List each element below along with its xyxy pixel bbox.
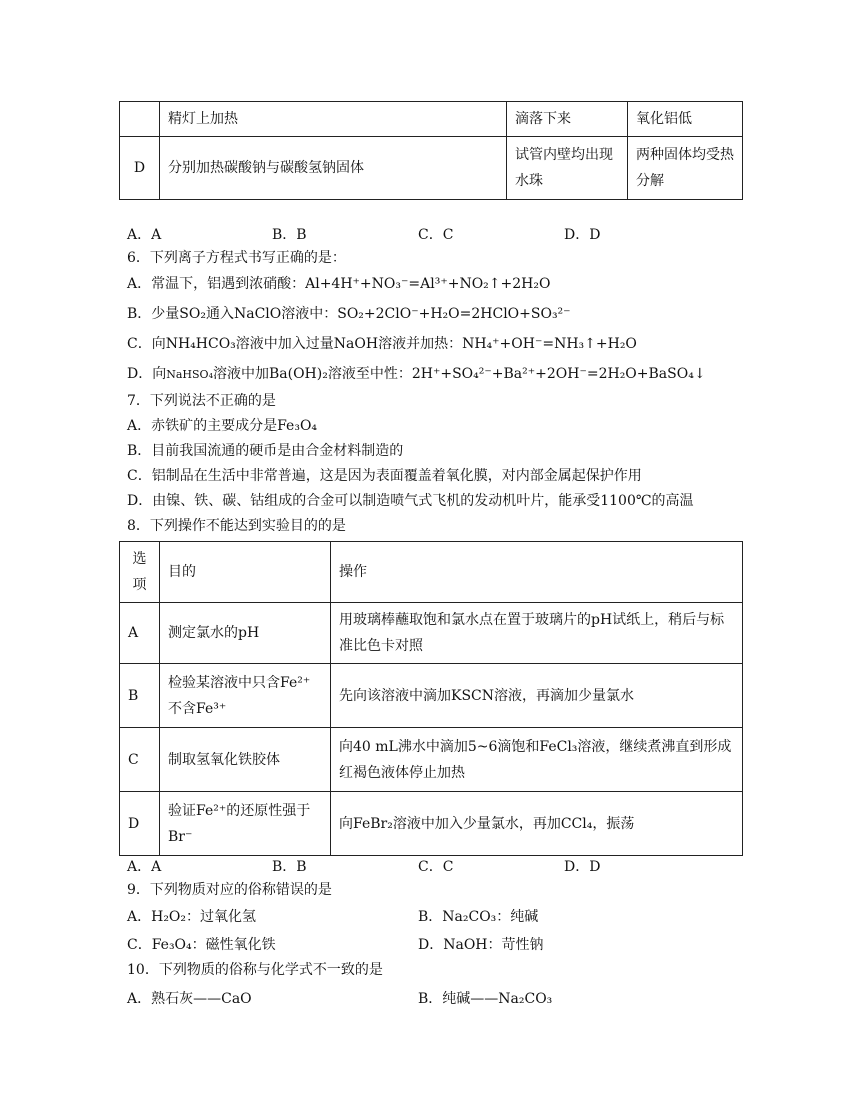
- q6-option-b: B．少量SO₂通入NaClO溶液中：SO₂+2ClO⁻+H₂O=2HClO+SO₃²⁻: [127, 306, 571, 322]
- q7-option-b: B．目前我国流通的硬币是由合金材料制造的: [127, 443, 404, 459]
- q7-option-a: A．赤铁矿的主要成分是Fe₃O₄: [127, 418, 318, 434]
- cell: 分别加热碳酸钠与碳酸氢钠固体: [160, 137, 507, 200]
- cell: 氧化铝低: [628, 102, 743, 137]
- q8-option-c: C．C: [418, 859, 454, 875]
- q6-stem: 6．下列离子方程式书写正确的是：: [127, 250, 346, 266]
- table-row: [120, 137, 743, 200]
- q6-d-formula: NaHSO₄: [166, 368, 213, 381]
- cell: 向40 mL沸水中滴加5~6滴饱和FeCl₃溶液，继续煮沸直到形成红褐色液体停止加热: [331, 728, 743, 792]
- q6-d-suffix: 溶液中加Ba(OH)₂溶液至中性：2H⁺+SO₄²⁻+Ba²⁺+2OH⁻=2H₂O+BaSO₄↓: [212, 366, 706, 382]
- q6-option-d: [127, 364, 706, 385]
- cell: 滴落下来: [507, 102, 628, 137]
- q8-option-b: B．B: [272, 859, 307, 875]
- q7-option-c: C．铝制品在生活中非常普遍，这是因为表面覆盖着氧化膜，对内部金属起保护作用: [127, 468, 642, 484]
- table-row: [120, 102, 743, 137]
- q10-stem: 10．下列物质的俗称与化学式不一致的是: [127, 962, 383, 978]
- cell: 用玻璃棒蘸取饱和氯水点在置于玻璃片的pH试纸上，稍后与标准比色卡对照: [331, 603, 743, 664]
- header-cell: 选项: [120, 542, 160, 603]
- table-q8: [119, 541, 743, 856]
- cell: 精灯上加热: [160, 102, 507, 137]
- q7-option-d: D．由镍、铁、碳、钴组成的合金可以制造喷气式飞机的发动机叶片，能承受1100℃的高温: [127, 493, 694, 509]
- q7-stem: 7．下列说法不正确的是: [127, 393, 276, 409]
- cell: 试管内壁均出现水珠: [507, 137, 628, 200]
- header-cell: 操作: [331, 542, 743, 603]
- table-row: [120, 603, 743, 664]
- q9-stem: 9．下列物质对应的俗称错误的是: [127, 882, 332, 898]
- q9-option-d: D．NaOH：苛性钠: [418, 937, 544, 953]
- cell: A: [120, 603, 160, 664]
- cell: D: [120, 792, 160, 856]
- q5-option-c: C．C: [418, 227, 454, 243]
- header-cell: 目的: [160, 542, 331, 603]
- q9-option-c: C．Fe₃O₄：磁性氧化铁: [127, 937, 276, 953]
- cell: 两种固体均受热分解: [628, 137, 743, 200]
- cell: 检验某溶液中只含Fe²⁺不含Fe³⁺: [160, 664, 331, 728]
- q5-option-b: B．B: [272, 227, 307, 243]
- cell: 向FeBr₂溶液中加入少量氯水，再加CCl₄，振荡: [331, 792, 743, 856]
- cell: 先向该溶液中滴加KSCN溶液，再滴加少量氯水: [331, 664, 743, 728]
- cell: D: [120, 137, 160, 200]
- q9-option-b: B．Na₂CO₃：纯碱: [418, 909, 539, 925]
- q9-option-a: A．H₂O₂：过氧化氢: [127, 909, 257, 925]
- q8-stem: 8．下列操作不能达到实验目的的是: [127, 518, 346, 534]
- q8-option-d: D．D: [564, 859, 601, 875]
- table-q5: [119, 101, 743, 200]
- cell: B: [120, 664, 160, 728]
- q10-option-b: B．纯碱——Na₂CO₃: [418, 991, 553, 1007]
- cell: 验证Fe²⁺的还原性强于Br⁻: [160, 792, 331, 856]
- cell: 制取氢氧化铁胶体: [160, 728, 331, 792]
- q6-option-c: C．向NH₄HCO₃溶液中加入过量NaOH溶液并加热：NH₄⁺+OH⁻=NH₃↑+H₂O: [127, 336, 637, 352]
- q5-option-d: D．D: [564, 227, 601, 243]
- table-row: [120, 728, 743, 792]
- table-row: [120, 792, 743, 856]
- q6-option-a: A．常温下，铝遇到浓硝酸：Al+4H⁺+NO₃⁻=Al³⁺+NO₂↑+2H₂O: [127, 276, 551, 292]
- q10-option-a: A．熟石灰——CaO: [127, 991, 252, 1007]
- q6-d-prefix: D．向: [127, 366, 167, 382]
- q8-option-a: A．A: [127, 859, 162, 875]
- table-row: [120, 542, 743, 603]
- cell: C: [120, 728, 160, 792]
- cell: [120, 102, 160, 137]
- cell: 测定氯水的pH: [160, 603, 331, 664]
- q5-option-a: A．A: [127, 227, 162, 243]
- table-row: [120, 664, 743, 728]
